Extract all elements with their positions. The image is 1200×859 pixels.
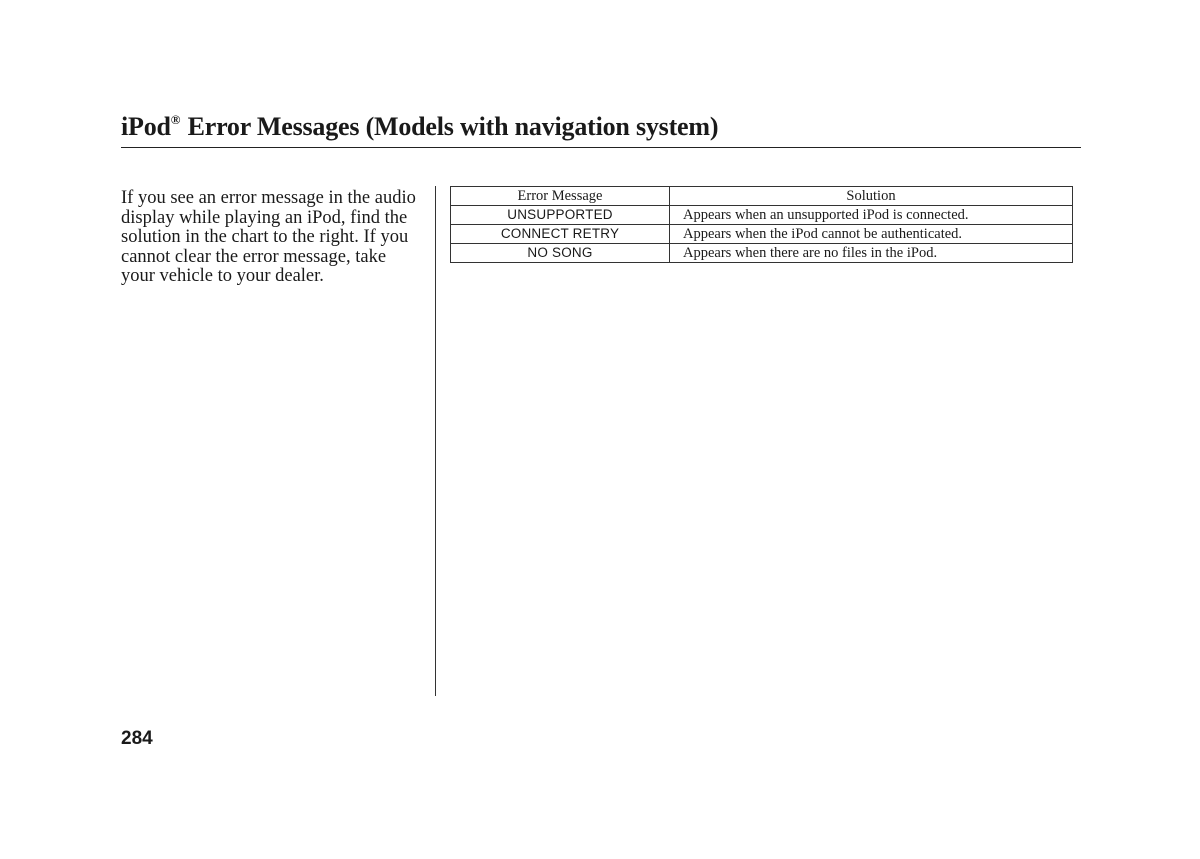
error-message-cell: NO SONG bbox=[451, 244, 670, 263]
page-title bbox=[121, 110, 718, 144]
error-message-table bbox=[450, 186, 1073, 263]
column-divider bbox=[435, 186, 436, 696]
title-rule bbox=[121, 147, 1081, 148]
table-header-row bbox=[451, 187, 1073, 206]
table-row bbox=[451, 244, 1073, 263]
header-error-message: Error Message bbox=[451, 187, 670, 206]
error-message-cell: UNSUPPORTED bbox=[451, 206, 670, 225]
solution-cell: Appears when there are no files in the iPod. bbox=[670, 244, 1073, 263]
intro-paragraph: If you see an error message in the audio display while playing an iPod, find the solution in the chart to the right. If you cannot clear the error message, take your vehicle to your dealer. bbox=[121, 188, 416, 287]
page-number: 284 bbox=[121, 728, 153, 749]
page-title-rest: Error Messages (Models with navigation system) bbox=[181, 112, 719, 141]
table-row bbox=[451, 206, 1073, 225]
page-title-prefix: iPod bbox=[121, 112, 171, 141]
solution-cell: Appears when an unsupported iPod is connected. bbox=[670, 206, 1073, 225]
error-message-cell: CONNECT RETRY bbox=[451, 225, 670, 244]
solution-cell: Appears when the iPod cannot be authenticated. bbox=[670, 225, 1073, 244]
table-row bbox=[451, 225, 1073, 244]
header-solution: Solution bbox=[670, 187, 1073, 206]
registered-trademark-mark: ® bbox=[170, 112, 181, 127]
